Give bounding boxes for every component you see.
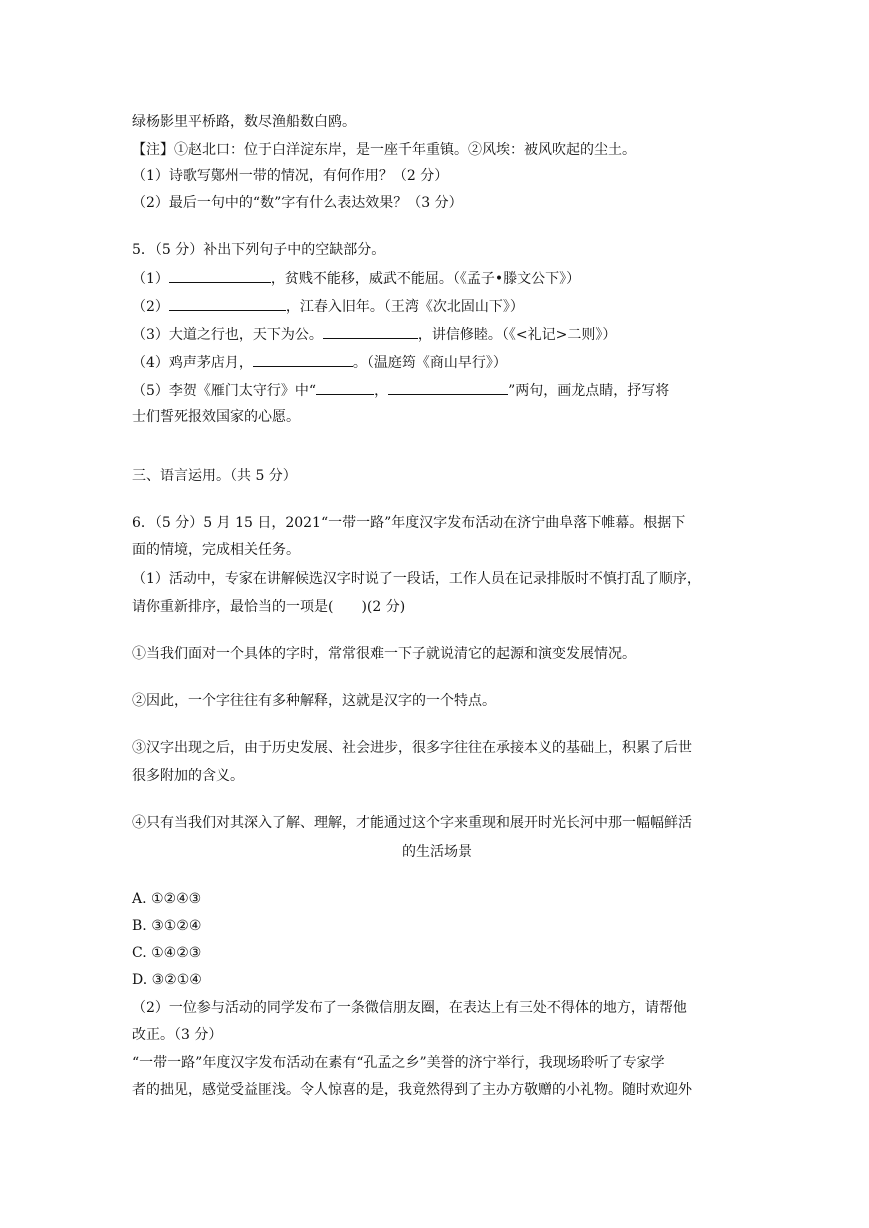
sentence-3-line-1: ③汉字出现之后，由于历史发展、社会进步，很多字往往在承接本义的基础上，积累了后世 [132,740,692,756]
q5-item-5 [132,380,742,401]
q5-stem: 5．（5 分）补出下列句子中的空缺部分。 [132,242,386,258]
q6-sub1-line-2: 请你重新排序，最恰当的一项是( )(2 分) [132,599,406,615]
q6-stem-line-1: 6．（5 分）5 月 15 日，2021“一带一路”年度汉字发布活动在济宁曲阜落下帷幕。根据下 [132,515,686,531]
poem-question-1: （1）诗歌写鄚州一带的情况，有何作用？（2 分） [132,168,449,184]
q6-sub1-line-1: （1）活动中，专家在讲解候选汉字时说了一段话，工作人员在记录排版时不慎打乱了顺序， [132,571,701,587]
q5-item-5-mid: ， [374,383,389,399]
q5-item-1-num: （1） [132,271,169,287]
option-c[interactable]: C. ①④②③ [132,945,202,961]
poem-last-line: 绿杨影里平桥路，数尽渔船数白鸥。 [132,114,356,130]
q5-item-2-text: ，江春入旧年。（王湾《次北固山下》） [285,299,524,315]
fill-blank-5b[interactable] [388,380,508,395]
q5-item-3 [132,324,742,345]
q5-item-4-after: 。（温庭筠《商山早行》） [352,355,507,371]
q5-item-4 [132,352,742,373]
q5-item-5-continued: 士们誓死报效国家的心愿。 [132,409,300,425]
option-b[interactable]: B. ③①②④ [132,918,202,934]
q5-item-4-before: （4）鸡声茅店月， [132,355,253,371]
section-3-title: 三、语言运用。（共 5 分） [132,468,297,484]
sentence-1: ①当我们面对一个具体的字时，常常很难一下子就说清它的起源和演变发展情况。 [132,646,636,662]
option-a[interactable]: A. ①②④③ [132,891,202,907]
q5-item-5-after: ”两句，画龙点睛，抒写将 [508,383,670,399]
q5-item-1-text: ，贫贱不能移，威武不能屈。（《孟子•滕文公下》） [270,271,581,287]
sentence-4-line-1: ④只有当我们对其深入了解、理解，才能通过这个字来重现和展开时光长河中那一幅幅鲜活 [132,815,692,831]
q5-item-2-num: （2） [132,299,169,315]
q5-item-3-after: ，讲信修睦。（《<礼记>二则》） [417,327,617,343]
fill-blank-1[interactable] [169,268,271,283]
q6-sub2-line-2: 改正。（3 分） [132,1027,223,1043]
fill-blank-5a[interactable] [316,380,374,395]
q5-item-5-before: （5）李贺《雁门太守行》中“ [132,383,317,399]
fill-blank-4[interactable] [253,352,353,367]
poem-question-2: （2）最后一句中的“数”字有什么表达效果？（3 分） [132,195,463,211]
option-d[interactable]: D. ③②①④ [132,972,202,988]
sentence-4-line-2: 的生活场景 [402,844,472,860]
q5-item-3-before: （3）大道之行也，天下为公。 [132,327,323,343]
q6-stem-line-2: 面的情境，完成相关任务。 [132,542,300,558]
poem-note: 【注】①赵北口：位于白洋淀东岸，是一座千年重镇。②风埃：被风吹起的尘土。 [132,142,636,158]
wechat-post-line-1: “一带一路”年度汉字发布活动在素有“孔孟之乡”美誉的济宁举行，我现场聆听了专家学 [132,1055,665,1071]
sentence-2: ②因此，一个字往往有多种解释，这就是汉字的一个特点。 [132,693,496,709]
fill-blank-2[interactable] [169,296,286,311]
q6-sub2-line-1: （2）一位参与活动的同学发布了一条微信朋友圈，在表达上有三处不得体的地方，请帮他 [132,1000,687,1016]
q5-item-1 [132,268,742,289]
fill-blank-3[interactable] [323,324,418,339]
sentence-3-line-2: 很多附加的含义。 [132,768,244,784]
q5-item-2 [132,296,742,317]
wechat-post-line-2: 者的拙见，感觉受益匪浅。令人惊喜的是，我竟然得到了主办方敬赠的小礼物。随时欢迎外 [132,1082,692,1098]
